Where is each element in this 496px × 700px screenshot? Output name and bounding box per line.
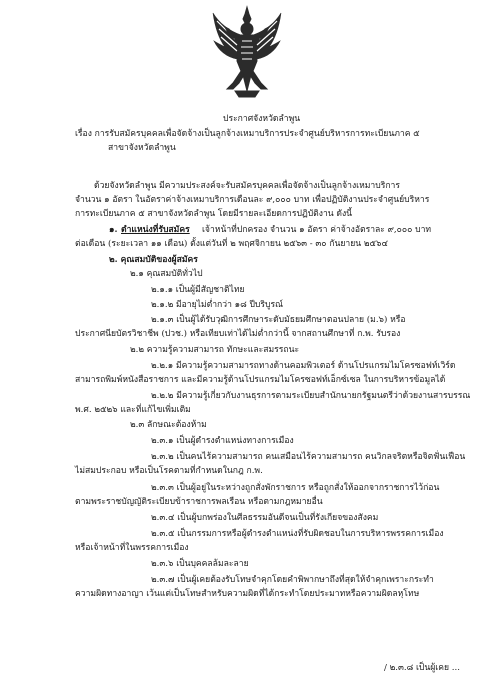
list-item: ๒.๓.๕ เป็นกรรมการหรือผู้ดำรงตำแหน่งที่รับผิดชอบในการบริหารพรรคการเมือง xyxy=(151,529,444,539)
section-1-text-continued: ต่อเดือน (ระยะเวลา ๑๑ เดือน) ตั้งแต่วันที่ ๒ พฤศจิกายน ๒๕๖๓ - ๓๐ กันยายน ๒๕๖๔ xyxy=(75,239,388,249)
continuation-note: / ๒.๓.๘ เป็นผู้เคย ... xyxy=(384,663,460,673)
section-1-text: เจ้าหน้าที่ปกครอง จำนวน ๑ อัตรา ค่าจ้างอัตราละ ๙,๐๐๐ บาท xyxy=(202,225,432,235)
list-item: ๒.๑.๒ มีอายุไม่ต่ำกว่า ๑๘ ปีบริบูรณ์ xyxy=(151,300,284,310)
list-item-continued: สามารถพิมพ์หนังสือราชการ และมีความรู้ด้านโปรแกรมไมโครซอฟท์เอ็กซ์เซล ในการบริหารข้อมูลได้ xyxy=(75,375,446,385)
list-item: ๒.๑.๑ เป็นผู้มีสัญชาติไทย xyxy=(151,285,245,295)
list-item: ๒.๓.๑ เป็นผู้ดำรงตำแหน่งทางการเมือง xyxy=(151,436,294,446)
list-item-continued: ความผิดทางอาญา เว้นแต่เป็นโทษสำหรับความผิดที่ได้กระทำโดยประมาทหรือความผิดลหุโทษ xyxy=(75,589,420,599)
subsection-title: ๒.๒ ความรู้ความสามารถ ทักษะและสมรรถนะ xyxy=(130,345,300,355)
list-item: ๒.๓.๗ เป็นผู้เคยต้องรับโทษจำคุกโดยคำพิพากษาถึงที่สุดให้จำคุกเพราะกระทำ xyxy=(151,575,434,585)
subject-line-continued: สาขาจังหวัดลำพูน xyxy=(108,143,176,153)
list-item-continued: หรือเจ้าหน้าที่ในพรรคการเมือง xyxy=(75,543,189,553)
garuda-emblem-icon xyxy=(211,5,283,101)
list-item: ๒.๓.๖ เป็นบุคคลล้มละลาย xyxy=(151,559,249,569)
list-item: ๒.๒.๒ มีความรู้เกี่ยวกับงานธุรการตามระเบียบสำนักนายกรัฐมนตรีว่าด้วยงานสารบรรณ xyxy=(151,391,471,401)
subject-line: เรื่อง การรับสมัครบุคคลเพื่อจัดจ้างเป็นลูกจ้างเหมาบริการประจำศูนย์บริหารการทะเบียนภาค ๕ xyxy=(75,129,420,139)
section-1-number: ๑. xyxy=(109,225,118,235)
announcer-title: ประกาศจังหวัดลำพูน xyxy=(223,114,301,124)
list-item: ๒.๑.๓ เป็นผู้ได้รับวุฒิการศึกษาระดับมัธยมศึกษาตอนปลาย (ม.๖) หรือ xyxy=(151,315,406,325)
subsection-title: ๒.๑ คุณสมบัติทั่วไป xyxy=(130,269,203,279)
intro-paragraph-line: การทะเบียนภาค ๕ สาขาจังหวัดลำพูน โดยมีรายละเอียดการปฏิบัติงาน ดังนี้ xyxy=(75,209,353,219)
list-item: ๒.๓.๒ เป็นคนไร้ความสามารถ คนเสมือนไร้ความสามารถ คนวิกลจริตหรือจิตฟั่นเฟือน xyxy=(151,452,466,462)
list-item: ๒.๓.๓ เป็นผู้อยู่ในระหว่างถูกสั่งพักราชการ หรือถูกสั่งให้ออกจากราชการไว้ก่อน xyxy=(151,483,440,493)
list-item-continued: ไม่สมประกอบ หรือเป็นโรคตามที่กำหนดในกฎ ก.พ. xyxy=(75,466,263,476)
list-item-continued: พ.ศ. ๒๕๒๖ และที่แก้ไขเพิ่มเติม xyxy=(75,405,191,415)
intro-paragraph-line: จำนวน ๑ อัตรา ในอัตราค่าจ้างเหมาบริการเดือนละ ๙,๐๐๐ บาท เพื่อปฏิบัติงานประจำศูนย์บริหาร xyxy=(75,195,430,205)
list-item-continued: ประกาศนียบัตรวิชาชีพ (ปวช.) หรือเทียบเท่าได้ไม่ต่ำกว่านี้ จากสถานศึกษาที่ ก.พ. รับรอง xyxy=(75,329,401,339)
section-1-title: ตำแหน่งที่รับสมัคร xyxy=(121,225,190,235)
list-item: ๒.๒.๑ มีความรู้ความสามารถทางด้านคอมพิวเตอร์ ด้านโปรแกรมไมโครซอฟท์เวิร์ด xyxy=(151,361,456,371)
list-item-continued: ตามพระราชบัญญัติระเบียบข้าราชการพลเรือน หรือตามกฎหมายอื่น xyxy=(75,497,323,507)
subsection-title: ๒.๓ ลักษณะต้องห้าม xyxy=(130,420,207,430)
list-item: ๒.๓.๔ เป็นผู้บกพร่องในศีลธรรมอันดีจนเป็นที่รังเกียจของสังคม xyxy=(151,513,379,523)
section-2-title: ๒. คุณสมบัติของผู้สมัคร xyxy=(109,255,198,265)
intro-paragraph-line: ด้วยจังหวัดลำพูน มีความประสงค์จะรับสมัครบุคคลเพื่อจัดจ้างเป็นลูกจ้างเหมาบริการ xyxy=(94,181,400,191)
